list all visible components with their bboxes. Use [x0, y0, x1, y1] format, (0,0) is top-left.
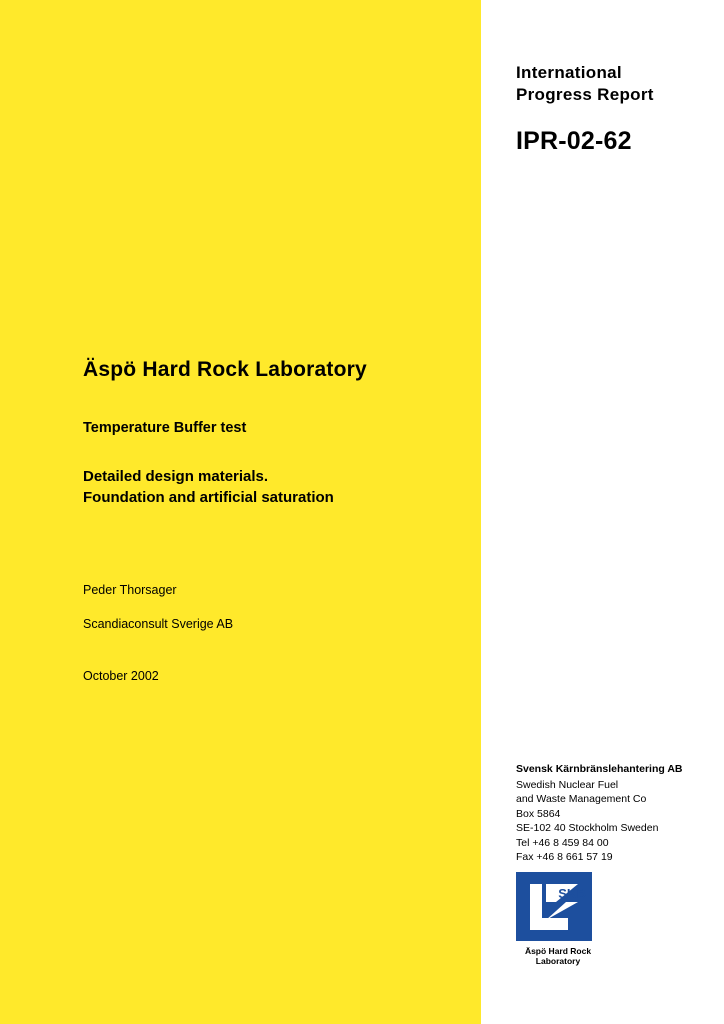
publisher-fax: Fax +46 8 661 57 19: [516, 851, 613, 863]
document-description-line-1: Detailed design materials.: [83, 468, 269, 485]
report-series-line-2: Progress Report: [516, 85, 654, 104]
publisher-address-box: Box 5864: [516, 807, 561, 820]
publisher-block: [516, 762, 716, 865]
skb-logo-text: SKB: [558, 886, 586, 901]
publisher-organisation: Svensk Kärnbränslehantering AB: [516, 763, 683, 775]
publication-date: October 2002: [83, 669, 159, 683]
author-organisation: Scandiaconsult Sverige AB: [83, 617, 234, 631]
document-description-line-2: Foundation and artificial saturation: [83, 489, 334, 506]
publisher-line-2: and Waste Management Co: [516, 793, 647, 805]
report-number: IPR-02-62: [516, 127, 632, 155]
page-title: Äspö Hard Rock Laboratory: [83, 358, 367, 381]
skb-logo-block: [516, 872, 608, 966]
document-description: [83, 466, 453, 508]
author-name: Peder Thorsager: [83, 583, 177, 597]
skb-logo-caption-line-2: Laboratory: [535, 956, 581, 966]
skb-logo-caption: [516, 946, 600, 966]
report-series-header: [516, 62, 706, 106]
author-block: [83, 583, 443, 631]
publisher-line-1: Swedish Nuclear Fuel: [516, 778, 619, 791]
document-subtitle: Temperature Buffer test: [83, 420, 247, 436]
skb-logo-svg: [516, 872, 592, 941]
publisher-telephone: Tel +46 8 459 84 00: [516, 836, 609, 849]
report-series-line-1: International: [516, 63, 622, 82]
skb-logo-caption-line-1: Äspö Hard Rock: [524, 946, 592, 956]
publisher-address-city: SE-102 40 Stockholm Sweden: [516, 822, 659, 834]
skb-logo-icon: [516, 872, 592, 941]
title-block: [83, 358, 453, 508]
